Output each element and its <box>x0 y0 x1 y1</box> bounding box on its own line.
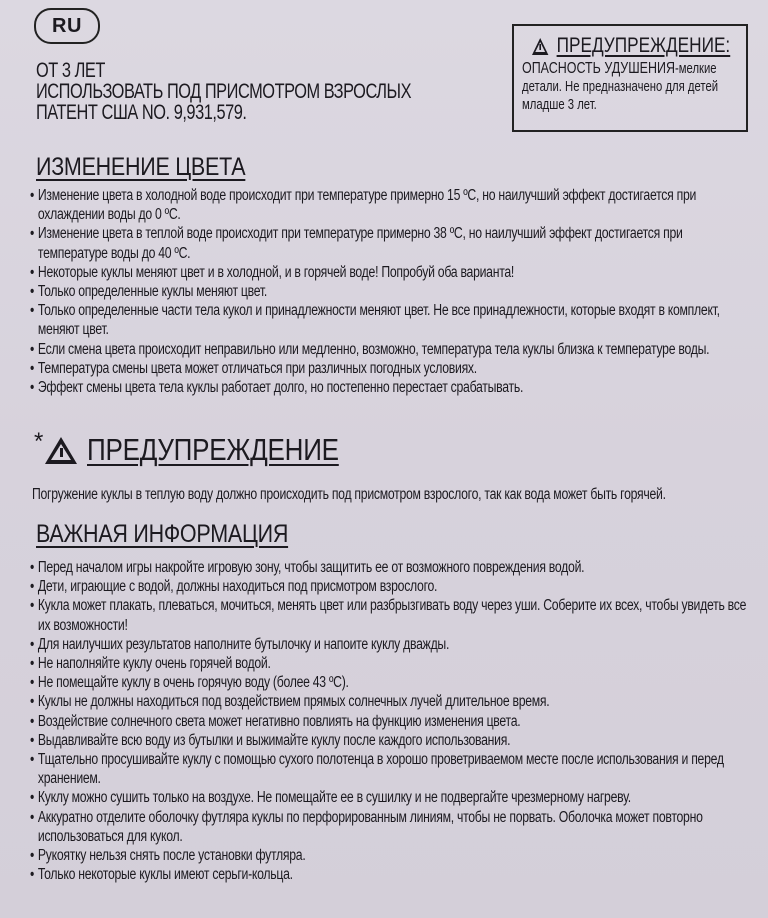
language-badge: RU <box>34 8 100 44</box>
choke-warning-title: ПРЕДУПРЕЖДЕНИЕ: <box>556 34 731 57</box>
list-item: • Перед началом игры накройте игровую зону, чтобы защитить ее от возможного повреждения водой. <box>30 558 753 577</box>
warning-triangle-icon <box>532 38 548 55</box>
patent-line: ПАТЕНТ США NO. 9,931,579. <box>36 101 247 124</box>
list-item: • Не наполняйте куклу очень горячей водой. <box>30 654 753 673</box>
age-line: ОТ 3 ЛЕТ <box>36 59 105 82</box>
warning-heading-row <box>34 428 387 468</box>
list-item: • Куклу можно сушить только на воздухе. Не помещайте ее в сушилку и не подвергайте чрезмерному нагреву. <box>30 788 753 807</box>
asterisk-mark: * <box>34 428 44 455</box>
list-item: • Некоторые куклы меняют цвет и в холодной, и в горячей воде! Попробуй оба варианта! <box>30 263 753 282</box>
list-item: • Кукла может плакать, плеваться, мочиться, менять цвет или разбрызгивать воду через уши. Соберите их всех, чтобы увидеть все их возможности! <box>30 596 753 634</box>
list-item: • Только некоторые куклы имеют серьги-кольца. <box>30 865 753 884</box>
supervision-line: ИСПОЛЬЗОВАТЬ ПОД ПРИСМОТРОМ ВЗРОСЛЫХ <box>36 80 412 103</box>
color-change-heading: ИЗМЕНЕНИЕ ЦВЕТА <box>36 153 246 181</box>
list-item: • Рукоятку нельзя снять после установки футляра. <box>30 846 753 865</box>
list-item: • Изменение цвета в теплой воде происходит при температуре примерно 38 ºC, но наилучший эффект достигается при температуре воды до 40 ºC. <box>30 224 753 262</box>
list-item: • Дети, играющие с водой, должны находиться под присмотром взрослого. <box>30 577 753 596</box>
important-info-list <box>30 558 753 884</box>
important-info-heading: ВАЖНАЯ ИНФОРМАЦИЯ <box>36 520 289 548</box>
list-item: • Не помещайте куклу в очень горячую воду (более 43 ºC). <box>30 673 753 692</box>
warning-heading: ПРЕДУПРЕЖДЕНИЕ <box>87 432 340 467</box>
list-item: • Воздействие солнечного света может негативно повлиять на функцию изменения цвета. <box>30 712 753 731</box>
choke-warning-text: -мелкие детали. Не предназначено для детей младше 3 лет. <box>522 61 719 113</box>
list-item: • Температура смены цвета может отличаться при различных погодных условиях. <box>30 359 753 378</box>
choke-hazard: ОПАСНОСТЬ УДУШЕНИЯ <box>522 60 675 77</box>
list-item: • Куклы не должны находиться под воздействием прямых солнечных лучей длительное время. <box>30 692 753 711</box>
list-item: • Аккуратно отделите оболочку футляра куклы по перфорированным линиям, чтобы не порвать. Оболочка может повторно использоваться для кукол. <box>30 808 753 846</box>
age-info <box>36 60 457 123</box>
warning-text: Погружение куклы в теплую воду должно происходить под присмотром взрослого, так как вода может быть горячей. <box>32 486 666 503</box>
list-item: • Тщательно просушивайте куклу с помощью сухого полотенца в хорошо проветриваемом месте после использования и перед хранением. <box>30 750 753 788</box>
list-item: • Эффект смены цвета тела куклы работает долго, но постепенно перестает срабатывать. <box>30 378 753 397</box>
list-item: • Только определенные части тела кукол и принадлежности меняют цвет. Не все принадлежности, которые входят в комплект, меняют цвет. <box>30 301 753 339</box>
list-item: • Изменение цвета в холодной воде происходит при температуре примерно 15 ºC, но наилучший эффект достигается при охлаждении воды до 0 ºC. <box>30 186 753 224</box>
list-item: • Только определенные куклы меняют цвет. <box>30 282 753 301</box>
list-item: • Если смена цвета происходит неправильно или медленно, возможно, температура тела куклы близка к температуре воды. <box>30 340 753 359</box>
warning-triangle-icon <box>45 437 77 464</box>
choke-warning-box <box>512 24 748 132</box>
color-change-list <box>30 186 753 397</box>
list-item: • Для наилучших результатов наполните бутылочку и напоите куклу дважды. <box>30 635 753 654</box>
list-item: • Выдавливайте всю воду из бутылки и выжимайте куклу после каждого использования. <box>30 731 753 750</box>
